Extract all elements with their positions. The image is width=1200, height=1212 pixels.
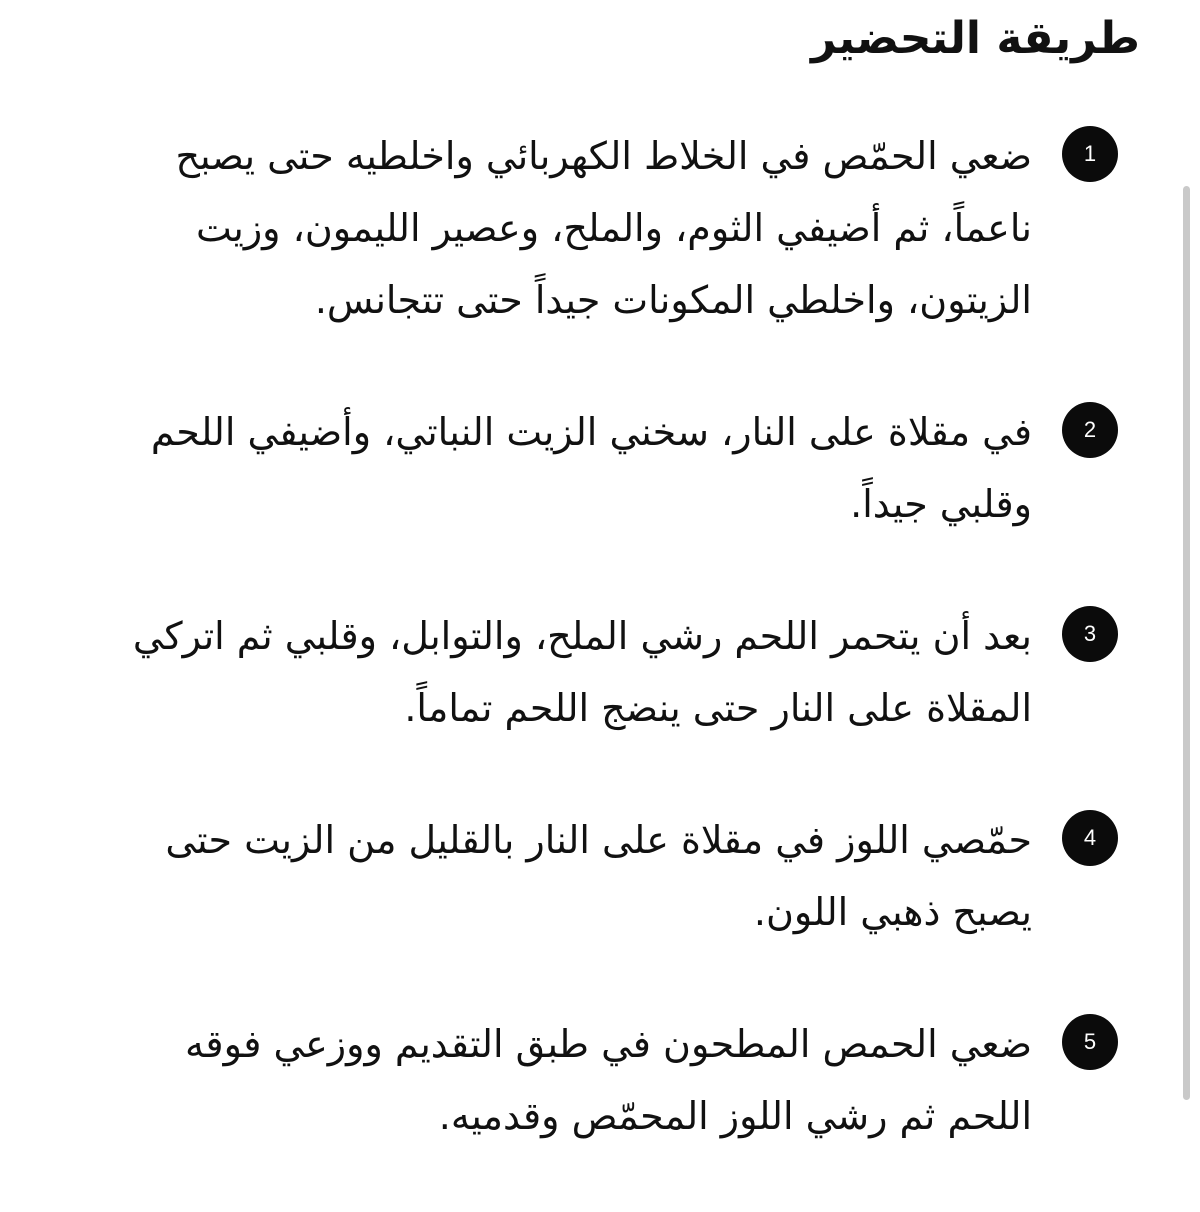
page-title: طريقة التحضير: [811, 13, 1140, 64]
step-item: [108, 804, 1118, 948]
step-number-badge: 1: [1062, 126, 1118, 182]
step-text: ضعي الحمّص في الخلاط الكهربائي واخلطيه حتى يصبح ناعماً، ثم أضيفي الثوم، والملح، وعصير الليمون، وزيت الزيتون، واخلطي المكونات جيداً حتى تتجانس.: [175, 134, 1032, 322]
step-item: [108, 1008, 1118, 1152]
step-text: بعد أن يتحمر اللحم رشي الملح، والتوابل، وقلبي ثم اتركي المقلاة على النار حتى ينضج اللحم تماماً.: [132, 614, 1032, 730]
step-text: في مقلاة على النار، سخني الزيت النباتي، وأضيفي اللحم وقلبي جيداً.: [150, 410, 1032, 526]
steps-list: [108, 120, 1118, 1212]
scrollbar[interactable]: [1183, 186, 1190, 1100]
step-number-badge: 2: [1062, 402, 1118, 458]
step-number-badge: 5: [1062, 1014, 1118, 1070]
step-item: [108, 396, 1118, 540]
step-item: [108, 120, 1118, 336]
step-number-badge: 4: [1062, 810, 1118, 866]
step-text: ضعي الحمص المطحون في طبق التقديم ووزعي فوقه اللحم ثم رشي اللوز المحمّص وقدميه.: [185, 1022, 1032, 1138]
step-number-badge: 3: [1062, 606, 1118, 662]
step-text: حمّصي اللوز في مقلاة على النار بالقليل من الزيت حتى يصبح ذهبي اللون.: [165, 818, 1032, 934]
step-item: [108, 600, 1118, 744]
